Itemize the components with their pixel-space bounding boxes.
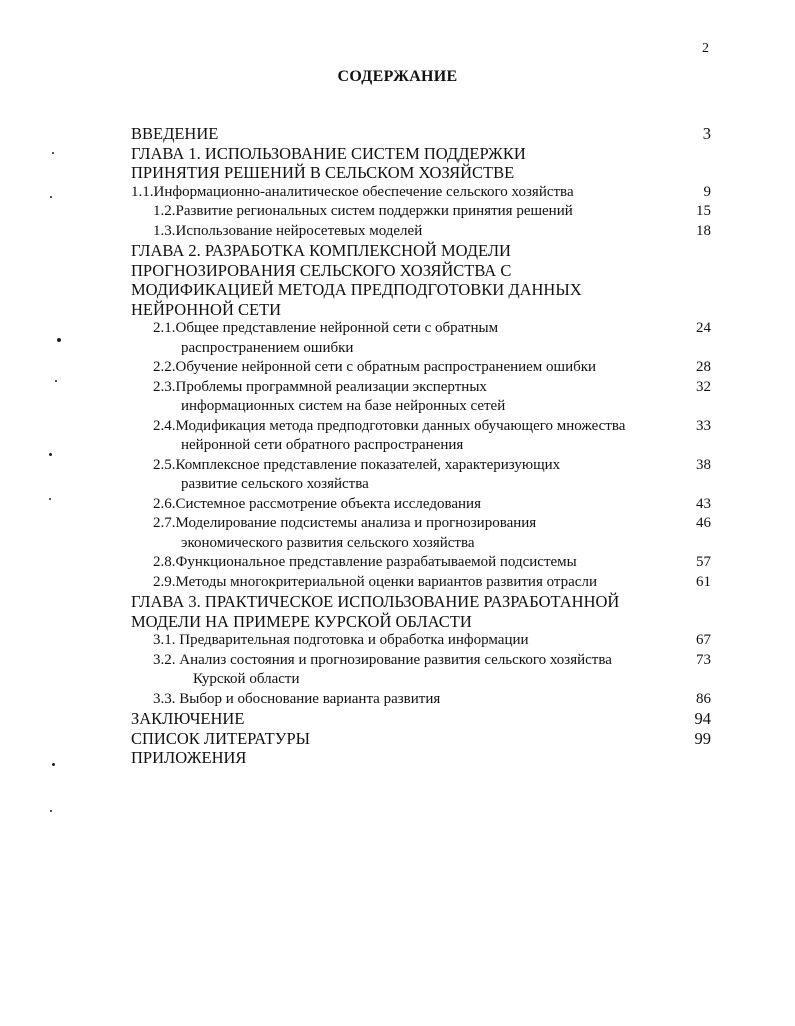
scan-speck <box>49 498 51 500</box>
toc-entry: 2.6.Системное рассмотрение объекта исследования 43 <box>153 495 711 512</box>
toc-entry: 3.2. Анализ состояния и прогнозирование развития сельского хозяйства Курской области 73 <box>153 651 711 687</box>
toc-entry: 2.9.Методы многокритериальной оценки вариантов развития отрасли 61 <box>153 573 711 590</box>
scan-speck <box>49 453 52 456</box>
toc-entry: 2.2.Обучение нейронной сети с обратным распространением ошибки 28 <box>153 359 711 375</box>
toc-entry: ВВЕДЕНИЕ 3 <box>131 124 711 143</box>
scan-speck <box>57 338 61 342</box>
toc-entry: 1.3.Использование нейросетевых моделей 18 <box>153 222 711 239</box>
toc-entry: 2.3.Проблемы программной реализации экспертных информационных систем на базе нейронных сетей 32 <box>153 378 711 414</box>
scan-speck <box>50 196 52 198</box>
scan-speck <box>52 763 55 766</box>
toc-entry: 2.8.Функциональное представление разрабатываемой подсистемы 57 <box>153 554 711 570</box>
toc-entry: 2.7.Моделирование подсистемы анализа и прогнозирования экономического развития сельского хозяйства 46 <box>153 515 711 551</box>
toc-entry: 1.2.Развитие региональных систем поддержки принятия решений 15 <box>153 203 711 219</box>
toc-entry: 2.4.Модификация метода предподготовки данных обучающего множества нейронной сети обратного распространения 33 <box>153 417 711 453</box>
toc-entry: СПИСОК ЛИТЕРАТУРЫ 99 <box>131 728 711 748</box>
table-of-contents <box>131 124 711 768</box>
toc-entry: 2.5.Комплексное представление показателей, характеризующих развитие сельского хозяйства 38 <box>153 456 711 492</box>
scan-speck <box>55 380 57 382</box>
toc-entry: ПРИЛОЖЕНИЯ <box>131 748 247 767</box>
toc-entry: 3.3. Выбор и обоснование варианта развития 86 <box>153 690 711 707</box>
toc-entry: ЗАКЛЮЧЕНИЕ 94 <box>131 709 711 728</box>
toc-entry: ГЛАВА 1. ИСПОЛЬЗОВАНИЕ СИСТЕМ ПОДДЕРЖКИ ПРИНЯТИЯ РЕШЕНИЙ В СЕЛЬСКОМ ХОЗЯЙСТВЕ <box>131 143 526 182</box>
toc-entry: ГЛАВА 3. ПРАКТИЧЕСКОЕ ИСПОЛЬЗОВАНИЕ РАЗРАБОТАННОЙ МОДЕЛИ НА ПРИМЕРЕ КУРСКОЙ ОБЛАСТИ <box>131 592 620 631</box>
scan-speck <box>52 152 54 154</box>
toc-entry: ГЛАВА 2. РАЗРАБОТКА КОМПЛЕКСНОЙ МОДЕЛИ ПРОГНОЗИРОВАНИЯ СЕЛЬСКОГО ХОЗЯЙСТВА С МОДИФИКАЦИЕЙ МЕТОДА ПРЕДПОДГОТОВКИ ДАННЫХ НЕЙРОННОЙ СЕТИ <box>131 241 582 319</box>
toc-entry: 3.1. Предварительная подготовка и обработка информации 67 <box>153 632 711 648</box>
page-number: 2 <box>702 41 709 56</box>
scan-speck <box>50 810 52 812</box>
toc-entry: 1.1.Информационно-аналитическое обеспечение сельского хозяйства 9 <box>131 183 711 200</box>
toc-entry: 2.1.Общее представление нейронной сети с обратным распространением ошибки 24 <box>153 320 711 356</box>
page-title: СОДЕРЖАНИЕ <box>337 68 458 85</box>
